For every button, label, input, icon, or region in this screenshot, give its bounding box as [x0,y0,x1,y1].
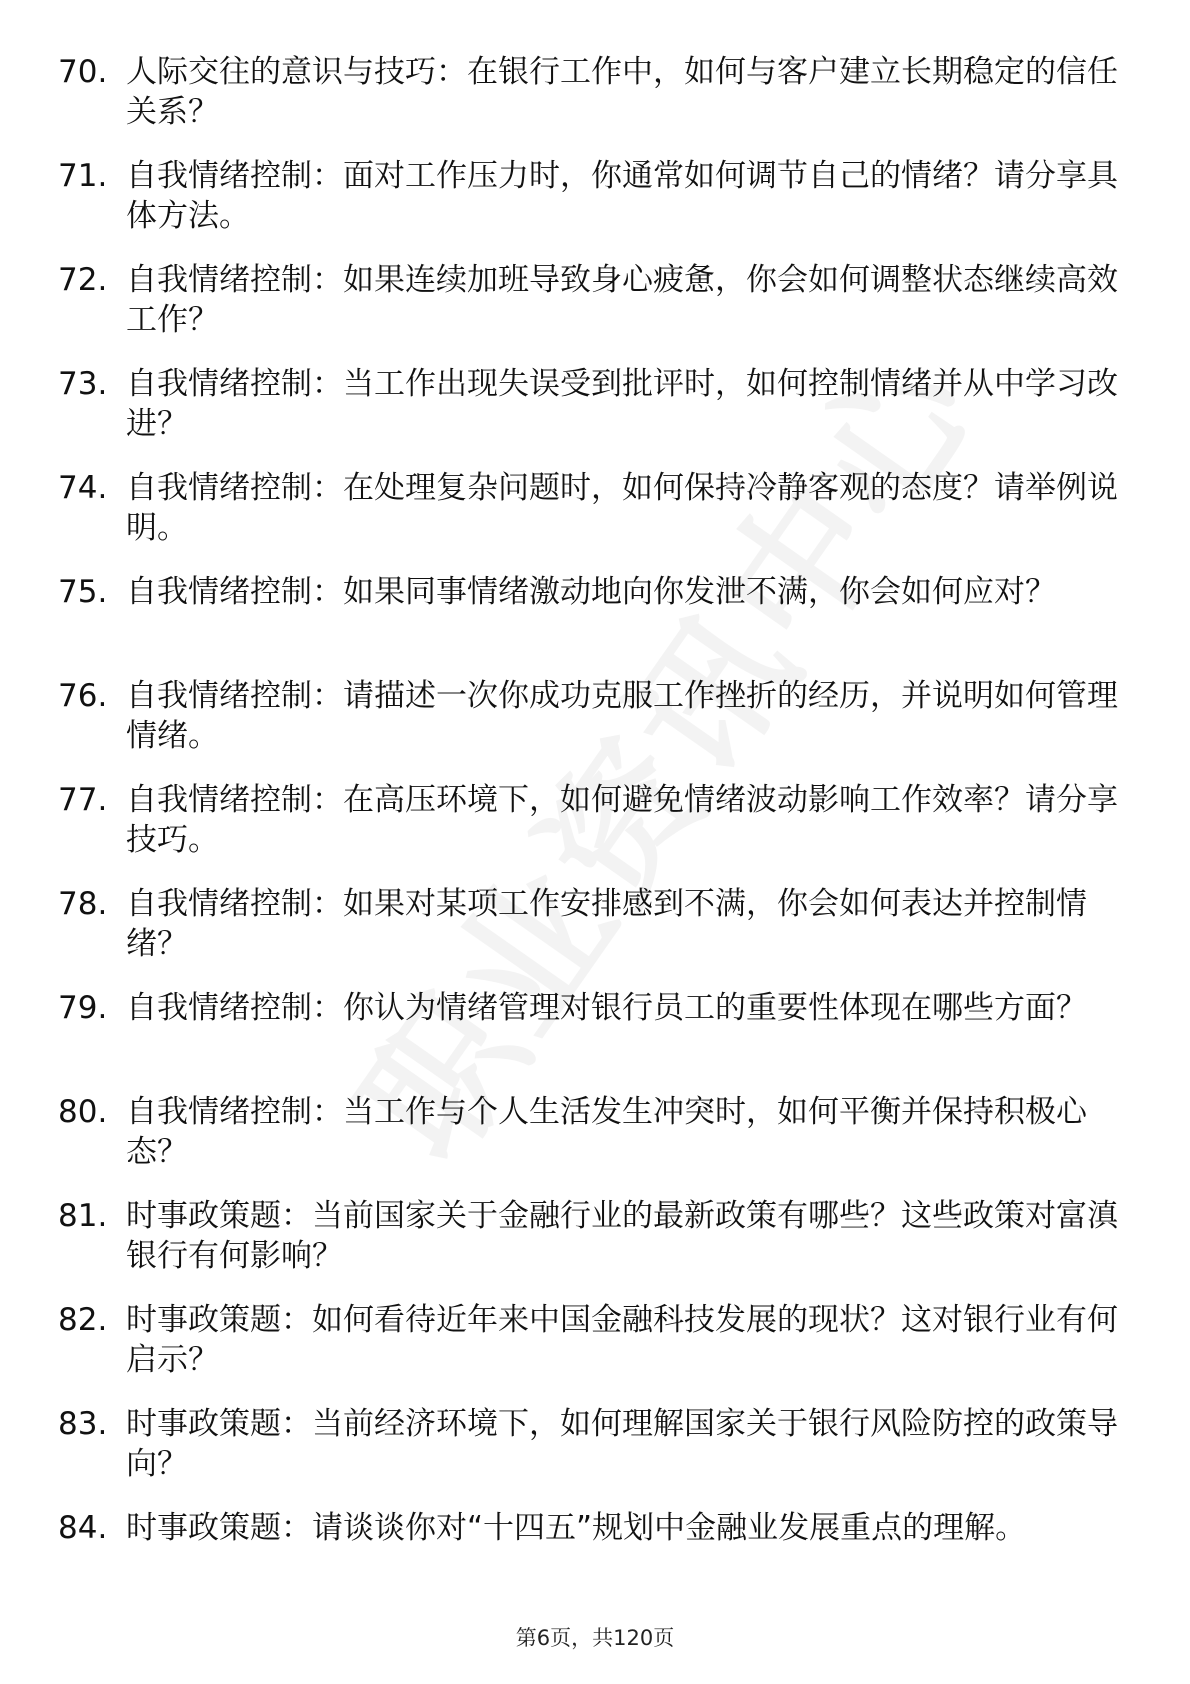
question-item [58,1508,1118,1612]
question-text: 时事政策题：如何看待近年来中国金融科技发展的现状？这对银行业有何启示？ [126,1302,1118,1378]
question-number: 73. [58,366,108,402]
question-number: 84. [58,1510,108,1546]
question-item [58,1300,1118,1404]
question-text: 时事政策题：当前国家关于金融行业的最新政策有哪些？这些政策对富滇银行有何影响？ [126,1198,1118,1274]
question-text: 自我情绪控制：你认为情绪管理对银行员工的重要性体现在哪些方面？ [126,990,1087,1026]
question-number: 83. [58,1406,108,1442]
question-item [58,572,1118,676]
question-item [58,780,1118,884]
question-number: 74. [58,470,108,506]
question-item [58,1196,1118,1300]
question-text: 自我情绪控制：面对工作压力时，你通常如何调节自己的情绪？请分享具体方法。 [126,158,1118,234]
question-text: 自我情绪控制：请描述一次你成功克服工作挫折的经历，并说明如何管理情绪。 [126,678,1118,754]
question-item [58,1092,1118,1196]
question-item [58,260,1118,364]
question-text: 自我情绪控制：当工作与个人生活发生冲突时，如何平衡并保持积极心态？ [126,1094,1087,1170]
question-text: 自我情绪控制：在处理复杂问题时，如何保持冷静客观的态度？请举例说明。 [126,470,1118,546]
question-number: 76. [58,678,108,714]
question-number: 78. [58,886,108,922]
question-item [58,1404,1118,1508]
question-item [58,156,1118,260]
question-text: 自我情绪控制：如果同事情绪激动地向你发泄不满，你会如何应对？ [126,574,1056,610]
question-text: 人际交往的意识与技巧：在银行工作中，如何与客户建立长期稳定的信任关系？ [126,54,1118,130]
question-item [58,988,1118,1092]
question-number: 77. [58,782,108,818]
question-number: 81. [58,1198,108,1234]
question-number: 80. [58,1094,108,1130]
question-text: 自我情绪控制：在高压环境下，如何避免情绪波动影响工作效率？请分享技巧。 [126,782,1118,858]
question-item [58,468,1118,572]
question-number: 71. [58,158,108,194]
question-list [58,52,1118,1612]
question-item [58,676,1118,780]
question-text: 自我情绪控制：如果对某项工作安排感到不满，你会如何表达并控制情绪？ [126,886,1087,962]
page-footer: 第6页，共120页 [515,1626,675,1650]
question-number: 72. [58,262,108,298]
question-number: 79. [58,990,108,1026]
question-text: 时事政策题：请谈谈你对“十四五”规划中金融业发展重点的理解。 [126,1510,1027,1546]
question-text: 自我情绪控制：当工作出现失误受到批评时，如何控制情绪并从中学习改进？ [126,366,1118,442]
question-item [58,884,1118,988]
question-item [58,52,1118,156]
question-number: 82. [58,1302,108,1338]
question-number: 70. [58,54,108,90]
question-item [58,364,1118,468]
question-text: 自我情绪控制：如果连续加班导致身心疲惫，你会如何调整状态继续高效工作？ [126,262,1118,338]
question-text: 时事政策题：当前经济环境下，如何理解国家关于银行风险防控的政策导向？ [126,1406,1118,1482]
question-number: 75. [58,574,108,610]
